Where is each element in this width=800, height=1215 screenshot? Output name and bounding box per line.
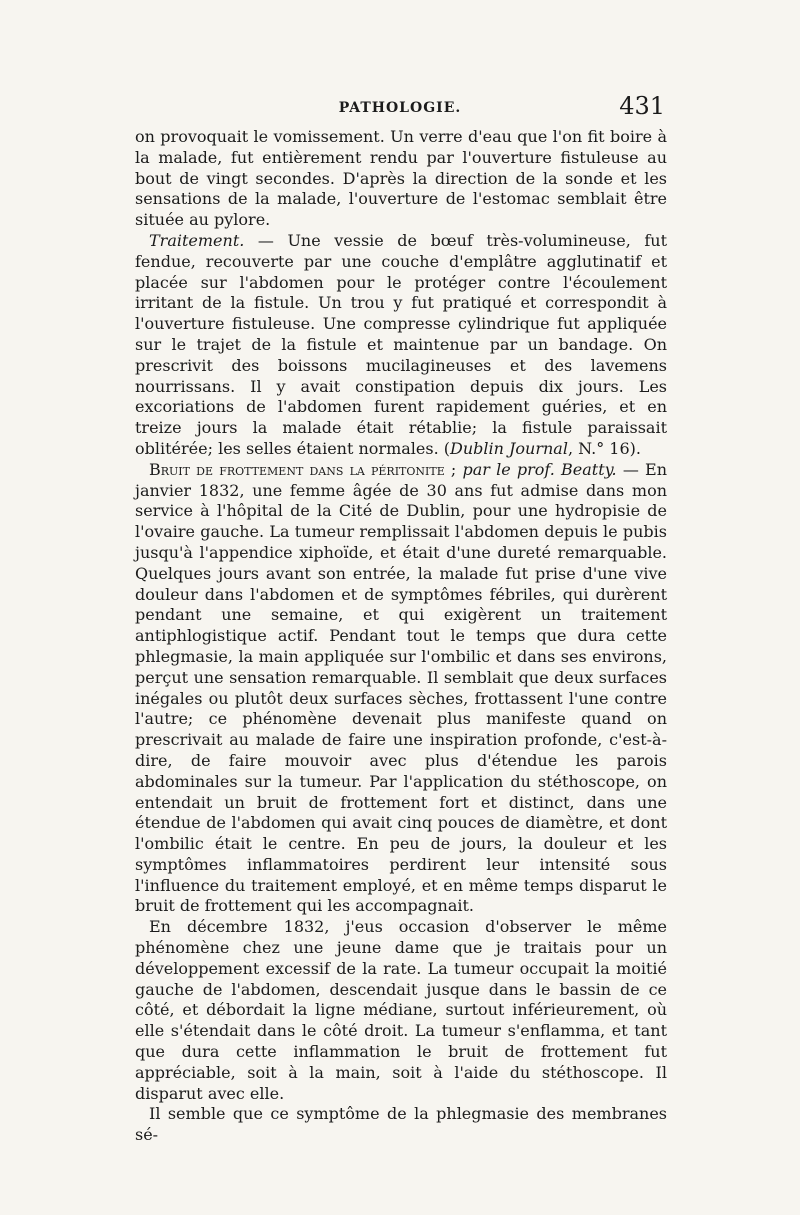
section-author: par le prof. Beatty. bbox=[456, 459, 617, 479]
paragraph-1-text: on provoquait le vomissement. Un verre d'eau que l'on fit boire à la malade, fut entièrement rendu par l'ouverture fistuleuse au bout de vingt secondes. D'après la direction de la sonde et les sensations de la malade, l'ouverture de l'estomac semblait être située au pylore. bbox=[135, 127, 667, 230]
citation-end: , N.° 16). bbox=[567, 438, 641, 458]
paragraph-december bbox=[135, 917, 667, 1104]
paragraph-treatment bbox=[135, 231, 667, 460]
treatment-text: — Une vessie de bœuf très-volumineuse, fut fendue, recouverte par une couche d'emplâtre agglutinatif et placée sur l'abdomen pour le protéger contre l'écoulement irritant de la fistule. Un trou y fut pratiqué et correspondit à l'ouverture fistuleuse. Une compresse cylindrique fut appliquée sur le trajet de la fistule et maintenue par un bandage. On prescrivit des boissons mucilagineuses et des lavemens nourrissans. Il y avait constipation depuis dix jours. Les excoriations de l'abdomen furent rapidement guéries, et en treize jours la malade était rétablie; la fistule paraissait oblitérée; les selles étaient normales. ( bbox=[135, 230, 667, 458]
body-text bbox=[135, 127, 667, 1146]
running-head: PATHOLOGIE. bbox=[338, 100, 462, 116]
bruit-text: — En janvier 1832, une femme âgée de 30 ans fut admise dans mon service à l'hôpital de la Cité de Dublin, pour une hydropisie de l'ovaire gauche. La tumeur remplissait l'abdomen depuis le pubis jusqu'à l'appendice xiphoïde, et était d'une dureté remarquable. Quelques jours avant son entrée, la malade fut prise d'une vive douleur dans l'abdomen et de symptômes fébriles, qui durèrent pendant une semaine, et qui exigèrent un traitement antiphlogistique actif. Pendant tout le temps que dura cette phlegmasie, la main appliquée sur l'ombilic et dans ses environs, perçut une sensation remarquable. Il semblait que deux surfaces inégales ou plutôt deux surfaces sèches, frottassent l'une contre l'autre; ce phénomène devenait plus manifeste quand on prescrivait au malade de faire une inspiration profonde, c'est-à-dire, de faire mouvoir avec plus d'étendue les parois abdominales sur la tumeur. Par l'application du stéthoscope, on entendait un bruit de frottement fort et distinct, dans une étendue de l'abdomen qui avait cinq pouces de diamètre, et dont l'ombilic était le centre. En peu de jours, la douleur et les symptômes inflammatoires perdirent leur intensité sous l'influence du traitement employé, et en même temps disparut le bruit de frottement qui les accompagnait. bbox=[135, 459, 667, 916]
final-text: Il semble que ce symptôme de la phlegmasie des membranes sé- bbox=[135, 1104, 667, 1145]
paragraph-final bbox=[135, 1104, 667, 1146]
paragraph-bruit bbox=[135, 460, 667, 918]
section-heading: Bruit de frottement dans la péritonite ; bbox=[149, 459, 457, 479]
december-text: En décembre 1832, j'eus occasion d'observer le même phénomène chez une jeune dame que je traitais pour un développement excessif de la rate. La tumeur occupait la moitié gauche de l'abdomen, descendait jusque dans le bassin de ce côté, et débordait la ligne médiane, surtout inférieurement, où elle s'étendait dans le côté droit. La tumeur s'enflamma, et tant que dura cette inflammation le bruit de frottement fut appréciable, soit à la main, soit à l'aide du stéthoscope. Il disparut avec elle. bbox=[135, 917, 667, 1103]
page-header bbox=[135, 92, 665, 122]
page-number: 431 bbox=[619, 92, 665, 120]
paragraph-1 bbox=[135, 127, 667, 231]
journal-citation: Dublin Journal bbox=[449, 438, 568, 458]
treatment-label: Traitement. bbox=[149, 230, 245, 250]
